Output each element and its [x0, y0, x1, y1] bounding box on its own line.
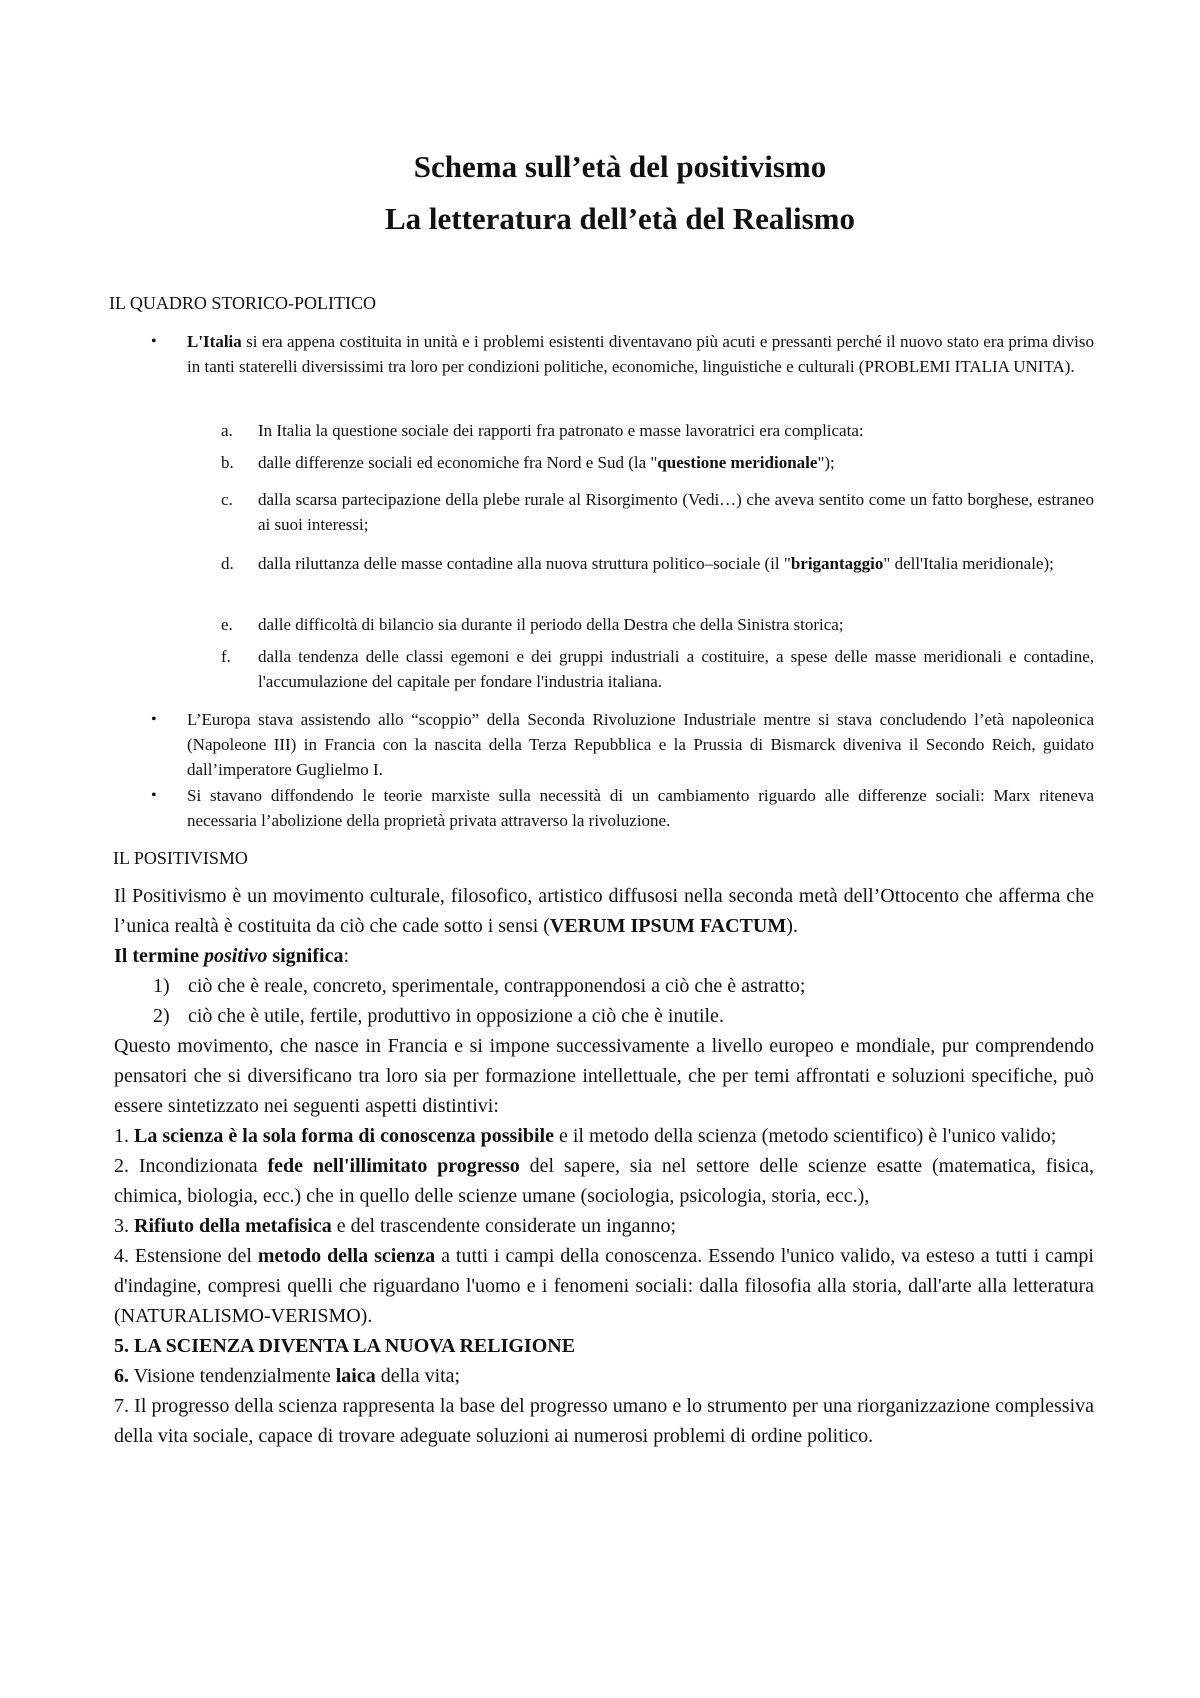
- list-marker: e.: [221, 615, 233, 634]
- list-marker: a.: [221, 421, 233, 440]
- paragraph-text: Il Positivismo è un movimento culturale, filosofico, artistico diffusosi nella seconda metà dell’Ottocento che afferma che l’unica realtà è costituita da ciò che cade sotto i sensi (: [114, 885, 1094, 937]
- term-definition: [114, 941, 1094, 971]
- list-marker: c.: [221, 490, 233, 509]
- list-item-text: ");: [817, 453, 835, 472]
- paragraph-text: della vita;: [375, 1365, 461, 1387]
- bold-text: 6.: [114, 1365, 129, 1387]
- list-item: In Italia la questione sociale dei rapporti fra patronato e masse lavoratrici era complicata:: [258, 421, 864, 440]
- document-title: Schema sull’età del positivismo: [413, 149, 827, 184]
- paragraph: Questo movimento, che nasce in Francia e si impone successivamente a livello europeo e mondiale, pur comprendendo pensatori che si diversificano tra loro sia per formazione intellettuale, che per temi affrontati e soluzioni specifiche, può essere sintetizzato nei seguenti aspetti distintivi:: [114, 1035, 1094, 1117]
- list-item-text: " dell'Italia meridionale);: [883, 554, 1054, 573]
- list-item: [258, 450, 1094, 475]
- paragraph-text: e il metodo della scienza (metodo scientifico) è l'unico valido;: [553, 1125, 1057, 1147]
- bold-text: laica: [335, 1365, 376, 1387]
- bullet-text: si era appena costituita in unità e i problemi esistenti diventavano più acuti e pressanti perché il nuovo stato era prima diviso in tanti staterelli diversissimi tra loro per condizioni politiche, economiche, linguistiche e culturali (PROBLEMI ITALIA UNITA).: [187, 332, 1094, 376]
- bullet-icon: •: [151, 787, 157, 804]
- paragraph-text: del sapere, sia nel settore delle scienze esatte (matematica, fisica, chimica, biologia, ecc.) che in quello delle scienze umane (sociologia, psicologia, storia, ecc.),: [114, 1155, 1094, 1207]
- meanings-list: [114, 971, 1094, 1031]
- paragraph-text: 2. Incondizionata: [114, 1155, 268, 1177]
- bold-text: L'Italia: [187, 332, 242, 351]
- bullet-italia: [187, 329, 1094, 379]
- intro-paragraph: [114, 881, 1094, 941]
- section-heading-positivismo: IL POSITIVISMO: [113, 848, 248, 868]
- bold-text: 5. LA SCIENZA DIVENTA LA NUOVA RELIGIONE: [114, 1335, 576, 1357]
- list-item: dalle difficoltà di bilancio sia durante il periodo della Destra che della Sinistra storica;: [258, 615, 844, 634]
- bold-text: metodo della scienza: [257, 1245, 436, 1267]
- list-item-text: ciò che è reale, concreto, sperimentale, contrapponendosi a ciò che è astratto;: [188, 975, 806, 997]
- list-item: dalla tendenza delle classi egemoni e dei gruppi industriali a costituire, a spese delle masse meridionali e contadine, l'accumulazione del capitale per fondare l'industria italiana.: [258, 647, 1094, 691]
- paragraph-text: :: [343, 945, 350, 967]
- list-marker: f.: [221, 647, 231, 666]
- paragraph-text: 4. Estensione del: [114, 1245, 258, 1267]
- list-marker: b.: [221, 453, 234, 472]
- section-heading-storico-politico: IL QUADRO STORICO-POLITICO: [109, 293, 376, 313]
- bold-text: brigantaggio: [790, 554, 884, 573]
- list-item-text: dalla riluttanza delle masse contadine alla nuova struttura politico–sociale (il ": [258, 554, 791, 573]
- aspect-1: [114, 1121, 1094, 1151]
- list-marker: 2): [153, 1005, 170, 1027]
- list-marker: d.: [221, 554, 234, 573]
- bold-text: Il termine: [114, 945, 204, 967]
- bold-text: Rifiuto della metafisica: [134, 1215, 332, 1237]
- bold-text: fede nell'illimitato progresso: [267, 1155, 520, 1177]
- list-item-text: ciò che è utile, fertile, produttivo in opposizione a ciò che è inutile.: [188, 1005, 724, 1027]
- paragraph-text: 3.: [114, 1215, 134, 1237]
- bold-text: significa: [267, 945, 344, 967]
- aspect-4: [114, 1241, 1094, 1331]
- aspect-5: [114, 1331, 1094, 1361]
- list-item: [114, 1001, 1094, 1031]
- paragraph-text: Visione tendenzialmente: [129, 1365, 336, 1387]
- paragraph-text: 1.: [114, 1125, 134, 1147]
- paragraph-text: ).: [786, 915, 798, 937]
- bold-text: VERUM IPSUM FACTUM: [549, 915, 787, 937]
- aspect-2: [114, 1151, 1094, 1211]
- bold-text: questione meridionale: [657, 453, 818, 472]
- list-item: [114, 971, 1094, 1001]
- list-marker: 1): [153, 975, 170, 997]
- bold-text: La scienza è la sola forma di conoscenza possibile: [134, 1125, 554, 1147]
- italic-term: positivo: [203, 945, 268, 967]
- bullet-europa: L’Europa stava assistendo allo “scoppio” della Seconda Rivoluzione Industriale mentre si stava concludendo l’età napoleonica (Napoleone III) in Francia con la nascita della Terza Repubblica e la Prussia di Bismarck diveniva il Secondo Reich, guidato dall’imperatore Guglielmo I.: [187, 710, 1094, 779]
- section-positivismo: [114, 881, 1094, 1451]
- bullet-icon: •: [151, 711, 157, 728]
- list-item: dalla scarsa partecipazione della plebe rurale al Risorgimento (Vedi…) che aveva sentito come un fatto borghese, estraneo ai suoi interessi;: [258, 490, 1094, 534]
- bullet-icon: •: [151, 333, 157, 350]
- aspect-3: [114, 1211, 1094, 1241]
- paragraph-text: e del trascendente considerate un inganno;: [331, 1215, 677, 1237]
- aspect-6: [114, 1361, 1094, 1391]
- list-item: [258, 551, 1094, 576]
- document-subtitle: La letteratura dell’età del Realismo: [384, 201, 856, 236]
- aspect-7: 7. Il progresso della scienza rappresenta la base del progresso umano e lo strumento per una riorganizzazione complessiva della vita sociale, capace di trovare adeguate soluzioni ai numerosi problemi di ordine politico.: [114, 1395, 1094, 1447]
- bullet-marxismo: Si stavano diffondendo le teorie marxiste sulla necessità di un cambiamento riguardo alle differenze sociali: Marx riteneva necessaria l’abolizione della proprietà privata attraverso la rivoluzione.: [187, 786, 1094, 830]
- list-item-text: dalle differenze sociali ed economiche fra Nord e Sud (la ": [258, 453, 658, 472]
- paragraph-text: a tutti i campi della conoscenza. Essendo l'unico valido, va esteso a tutti i campi d'indagine, compresi quelli che riguardano l'uomo e i fenomeni sociali: dalla filosofia alla storia, dall'arte alla letteratura (NATURALISMO-VERISMO).: [114, 1245, 1094, 1327]
